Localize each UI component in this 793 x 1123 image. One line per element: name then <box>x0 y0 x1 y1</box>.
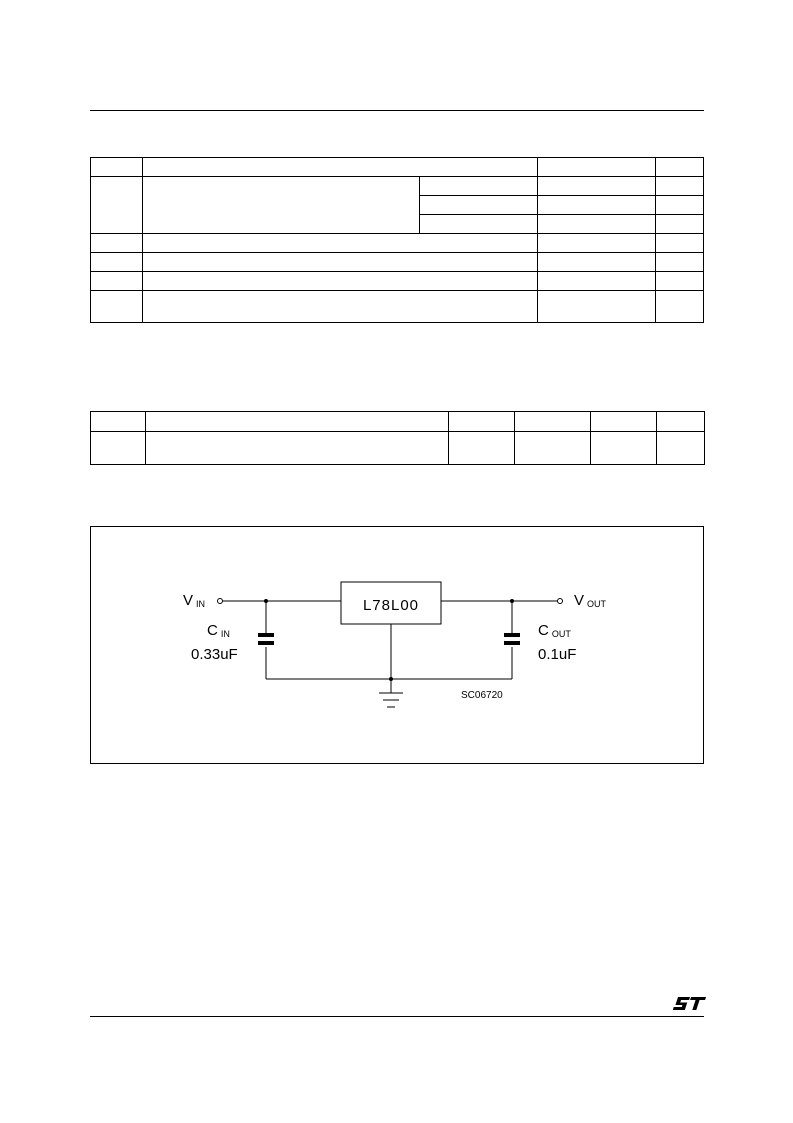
table-cell <box>419 215 537 234</box>
table-cell <box>91 432 146 465</box>
cout-label: COUT <box>538 622 571 639</box>
table-cell <box>537 291 655 323</box>
table-cell <box>419 196 537 215</box>
vout-label: VOUT <box>574 592 607 609</box>
table-cell <box>91 291 143 323</box>
table-cell <box>657 412 705 432</box>
table-cell <box>143 177 419 234</box>
table-cell <box>91 234 143 253</box>
schematic-figure <box>90 526 704 764</box>
table-row <box>91 158 704 177</box>
vout-terminal-icon <box>558 599 563 604</box>
ground-icon <box>379 693 403 707</box>
table-cell <box>537 177 655 196</box>
table-cell <box>91 253 143 272</box>
cout-plate-top <box>504 633 520 637</box>
table-cell <box>91 412 146 432</box>
table-cell <box>655 253 703 272</box>
regulator-label: L78L00 <box>362 597 420 614</box>
junction-dot <box>389 677 393 681</box>
table-cell <box>419 177 537 196</box>
table-cell <box>515 412 591 432</box>
table-row <box>91 412 705 432</box>
vin-label: VIN <box>183 592 206 609</box>
cout-value: 0.1uF <box>538 646 577 663</box>
junction-dot <box>264 599 268 603</box>
table-cell <box>449 432 515 465</box>
schematic-svg <box>91 527 703 763</box>
cin-plate-top <box>258 633 274 637</box>
table-cell <box>655 291 703 323</box>
header-rule <box>90 110 704 111</box>
cin-plate-bottom <box>258 641 274 645</box>
junction-dot <box>510 599 514 603</box>
table-cell <box>537 234 655 253</box>
table-cell <box>655 196 703 215</box>
table-cell <box>143 291 538 323</box>
table-cell <box>537 272 655 291</box>
table-cell <box>146 412 449 432</box>
table-cell <box>537 158 655 177</box>
table-1 <box>90 157 704 323</box>
table-cell <box>537 196 655 215</box>
table-row <box>91 177 704 196</box>
table-cell <box>146 432 449 465</box>
table-cell <box>91 158 143 177</box>
table-cell <box>655 177 703 196</box>
table-cell <box>655 234 703 253</box>
table-cell <box>143 253 538 272</box>
table-cell <box>91 272 143 291</box>
table-cell <box>515 432 591 465</box>
footer-rule <box>90 1016 704 1017</box>
table-row <box>91 253 704 272</box>
table-cell <box>449 412 515 432</box>
table-row <box>91 291 704 323</box>
table-cell <box>537 215 655 234</box>
table-row <box>91 432 705 465</box>
table-cell <box>91 177 143 234</box>
vin-terminal-icon <box>218 599 223 604</box>
table-cell <box>143 234 538 253</box>
table-cell <box>657 432 705 465</box>
table-cell <box>143 272 538 291</box>
table-cell <box>591 412 657 432</box>
table-cell <box>537 253 655 272</box>
table-row <box>91 272 704 291</box>
cin-label: CIN <box>207 622 230 639</box>
table-cell <box>591 432 657 465</box>
figure-code: SC06720 <box>461 690 503 701</box>
table-cell <box>655 158 703 177</box>
table-cell <box>655 215 703 234</box>
cin-value: 0.33uF <box>191 646 238 663</box>
table-2 <box>90 411 705 465</box>
st-logo-graphic <box>672 994 706 1014</box>
cout-plate-bottom <box>504 641 520 645</box>
table-cell <box>143 158 538 177</box>
table-cell <box>655 272 703 291</box>
table-row <box>91 234 704 253</box>
